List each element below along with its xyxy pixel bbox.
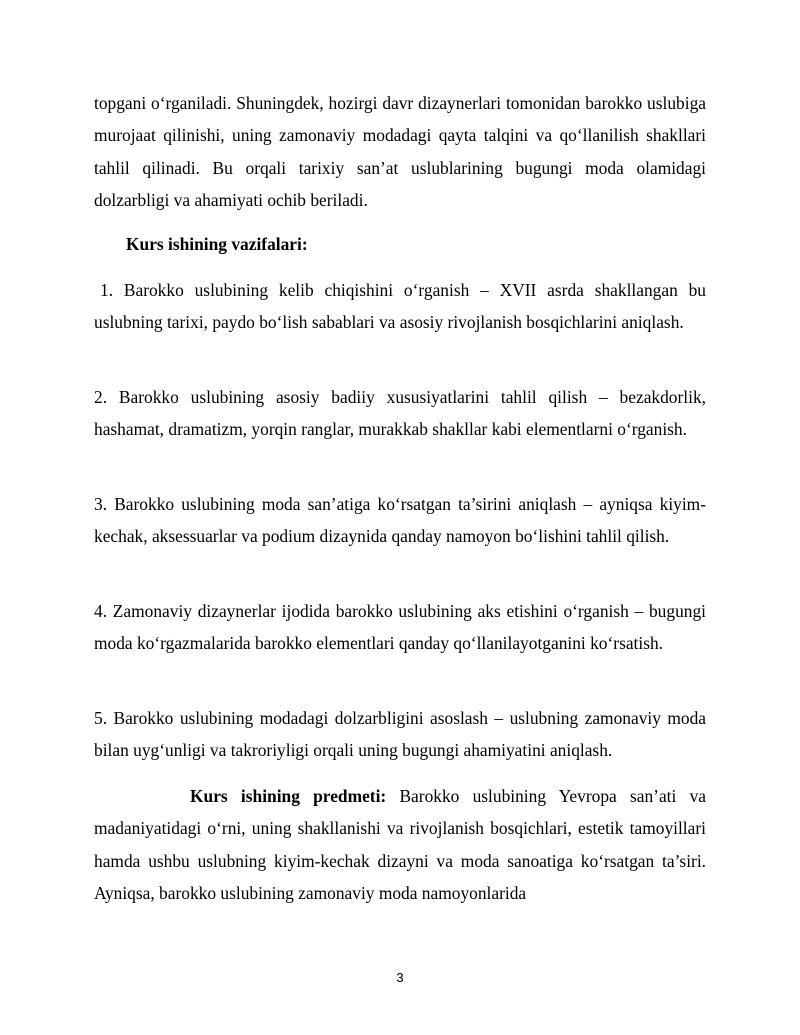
task-item-5: 5. Barokko uslubining modadagi dolzarbligini asoslash – uslubning zamonaviy moda bilan uyg‘unligi va takroriyligi orqali uning bugungi ahamiyatini aniqlash. — [94, 708, 706, 761]
task-item-4: 4. Zamonaviy dizaynerlar ijodida barokko uslubining aks etishini o‘rganish – bugungi moda ko‘rgazmalarida barokko elementlari qanday qo‘llanilayotganini ko‘rsatish. — [94, 601, 706, 654]
task-item-1: 1. Barokko uslubining kelib chiqishini o‘rganish – XVII asrda shakllangan bu uslubning tarixi, paydo bo‘lish sabablari va asosiy rivojlanish bosqichlarini aniqlash. — [94, 280, 706, 333]
task-item-3: 3. Barokko uslubining moda san’atiga ko‘rsatgan ta’sirini aniqlash – ayniqsa kiyim-kechak, aksessuarlar va podium dizaynida qanday namoyon bo‘lishini tahlil qilish. — [94, 494, 706, 547]
subject-label: Kurs ishining predmeti: — [190, 786, 387, 806]
subject-text: Barokko uslubining Yevropa san’ati va madaniyatidagi o‘rni, uning shakllanishi va rivojlanish bosqichlari, estetik tamoyillari hamda ushbu uslubning kiyim-kechak dizayni va moda sanoatiga ko‘rsatgan ta’siri. Ayniqsa, barokko uslubining zamonaviy moda namoyonlarida — [94, 786, 706, 904]
subject-paragraph — [94, 780, 706, 910]
tasks-heading: Kurs ishining vazifalari: — [126, 234, 308, 254]
intro-paragraph: topgani o‘rganiladi. Shuningdek, hozirgi davr dizaynerlari tomonidan barokko uslubiga murojaat qilinishi, uning zamonaviy modadagi qayta talqini va qo‘llanilish shakllari tahlil qilinadi. Bu orqali tarixiy san’at uslublarining bugungi moda olamidagi dolzarbligi va ahamiyati ochib beriladi. — [94, 93, 706, 211]
task-item-2: 2. Barokko uslubining asosiy badiiy xususiyatlarini tahlil qilish – bezakdorlik, hashamat, dramatizm, yorqin ranglar, murakkab shakllar kabi elementlarni o‘rganish. — [94, 387, 706, 440]
page-number: 3 — [396, 970, 404, 985]
